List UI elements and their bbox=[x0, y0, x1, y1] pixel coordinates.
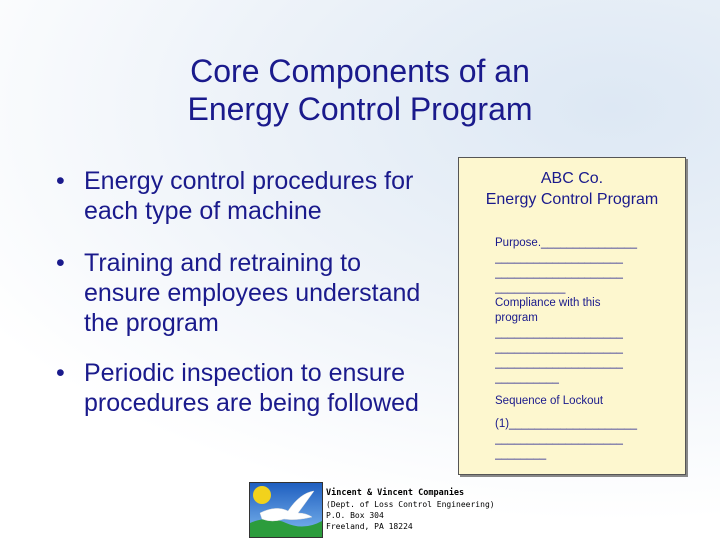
document-title-line-2: Energy Control Program bbox=[485, 191, 659, 208]
purpose-line: Purpose._______________ bbox=[495, 237, 637, 249]
bullet-marker: • bbox=[56, 249, 65, 277]
bullet-item bbox=[56, 166, 424, 226]
blank-line: ____________________ bbox=[495, 252, 623, 264]
slide-title bbox=[60, 52, 660, 128]
company-info bbox=[326, 488, 526, 532]
sequence-heading: Sequence of Lockout bbox=[495, 395, 604, 407]
company-name: Vincent & Vincent Companies bbox=[326, 488, 465, 498]
blank-line: ____________________ bbox=[495, 267, 623, 279]
company-dept: (Dept. of Loss Control Engineering) bbox=[326, 500, 495, 509]
blank-line: ____________________ bbox=[495, 342, 623, 354]
document-body bbox=[495, 236, 649, 462]
blank-line: ____________________ bbox=[495, 327, 623, 339]
bullet-item bbox=[56, 248, 424, 338]
company-address-2: Freeland, PA 18224 bbox=[326, 522, 413, 531]
slide-title-line-2: Energy Control Program bbox=[187, 91, 533, 127]
compliance-line-1: Compliance with this bbox=[495, 297, 601, 309]
document-title-line-1: ABC Co. bbox=[540, 170, 604, 187]
slide-title-line-1: Core Components of an bbox=[190, 53, 530, 89]
bullet-marker: • bbox=[56, 167, 65, 195]
compliance-line-2: program bbox=[495, 312, 538, 324]
blank-line: ____________________ bbox=[495, 357, 623, 369]
company-address-1: P.O. Box 304 bbox=[326, 511, 384, 520]
dove-icon bbox=[249, 482, 323, 538]
blank-line: ___________ bbox=[495, 282, 566, 294]
bullet-item bbox=[56, 358, 424, 418]
bullet-text: Training and retraining to ensure employees understand the program bbox=[84, 249, 421, 337]
step-1-line: (1)____________________ bbox=[495, 418, 637, 430]
bullet-text: Periodic inspection to ensure procedures are being followed bbox=[84, 359, 419, 417]
blank-line: ____________________ bbox=[495, 433, 623, 445]
blank-line: ________ bbox=[495, 448, 547, 460]
program-document bbox=[458, 157, 686, 475]
bullet-marker: • bbox=[56, 359, 65, 387]
bullet-text: Energy control procedures for each type of machine bbox=[84, 167, 414, 225]
blank-line: __________ bbox=[495, 372, 559, 384]
document-title bbox=[459, 168, 685, 210]
